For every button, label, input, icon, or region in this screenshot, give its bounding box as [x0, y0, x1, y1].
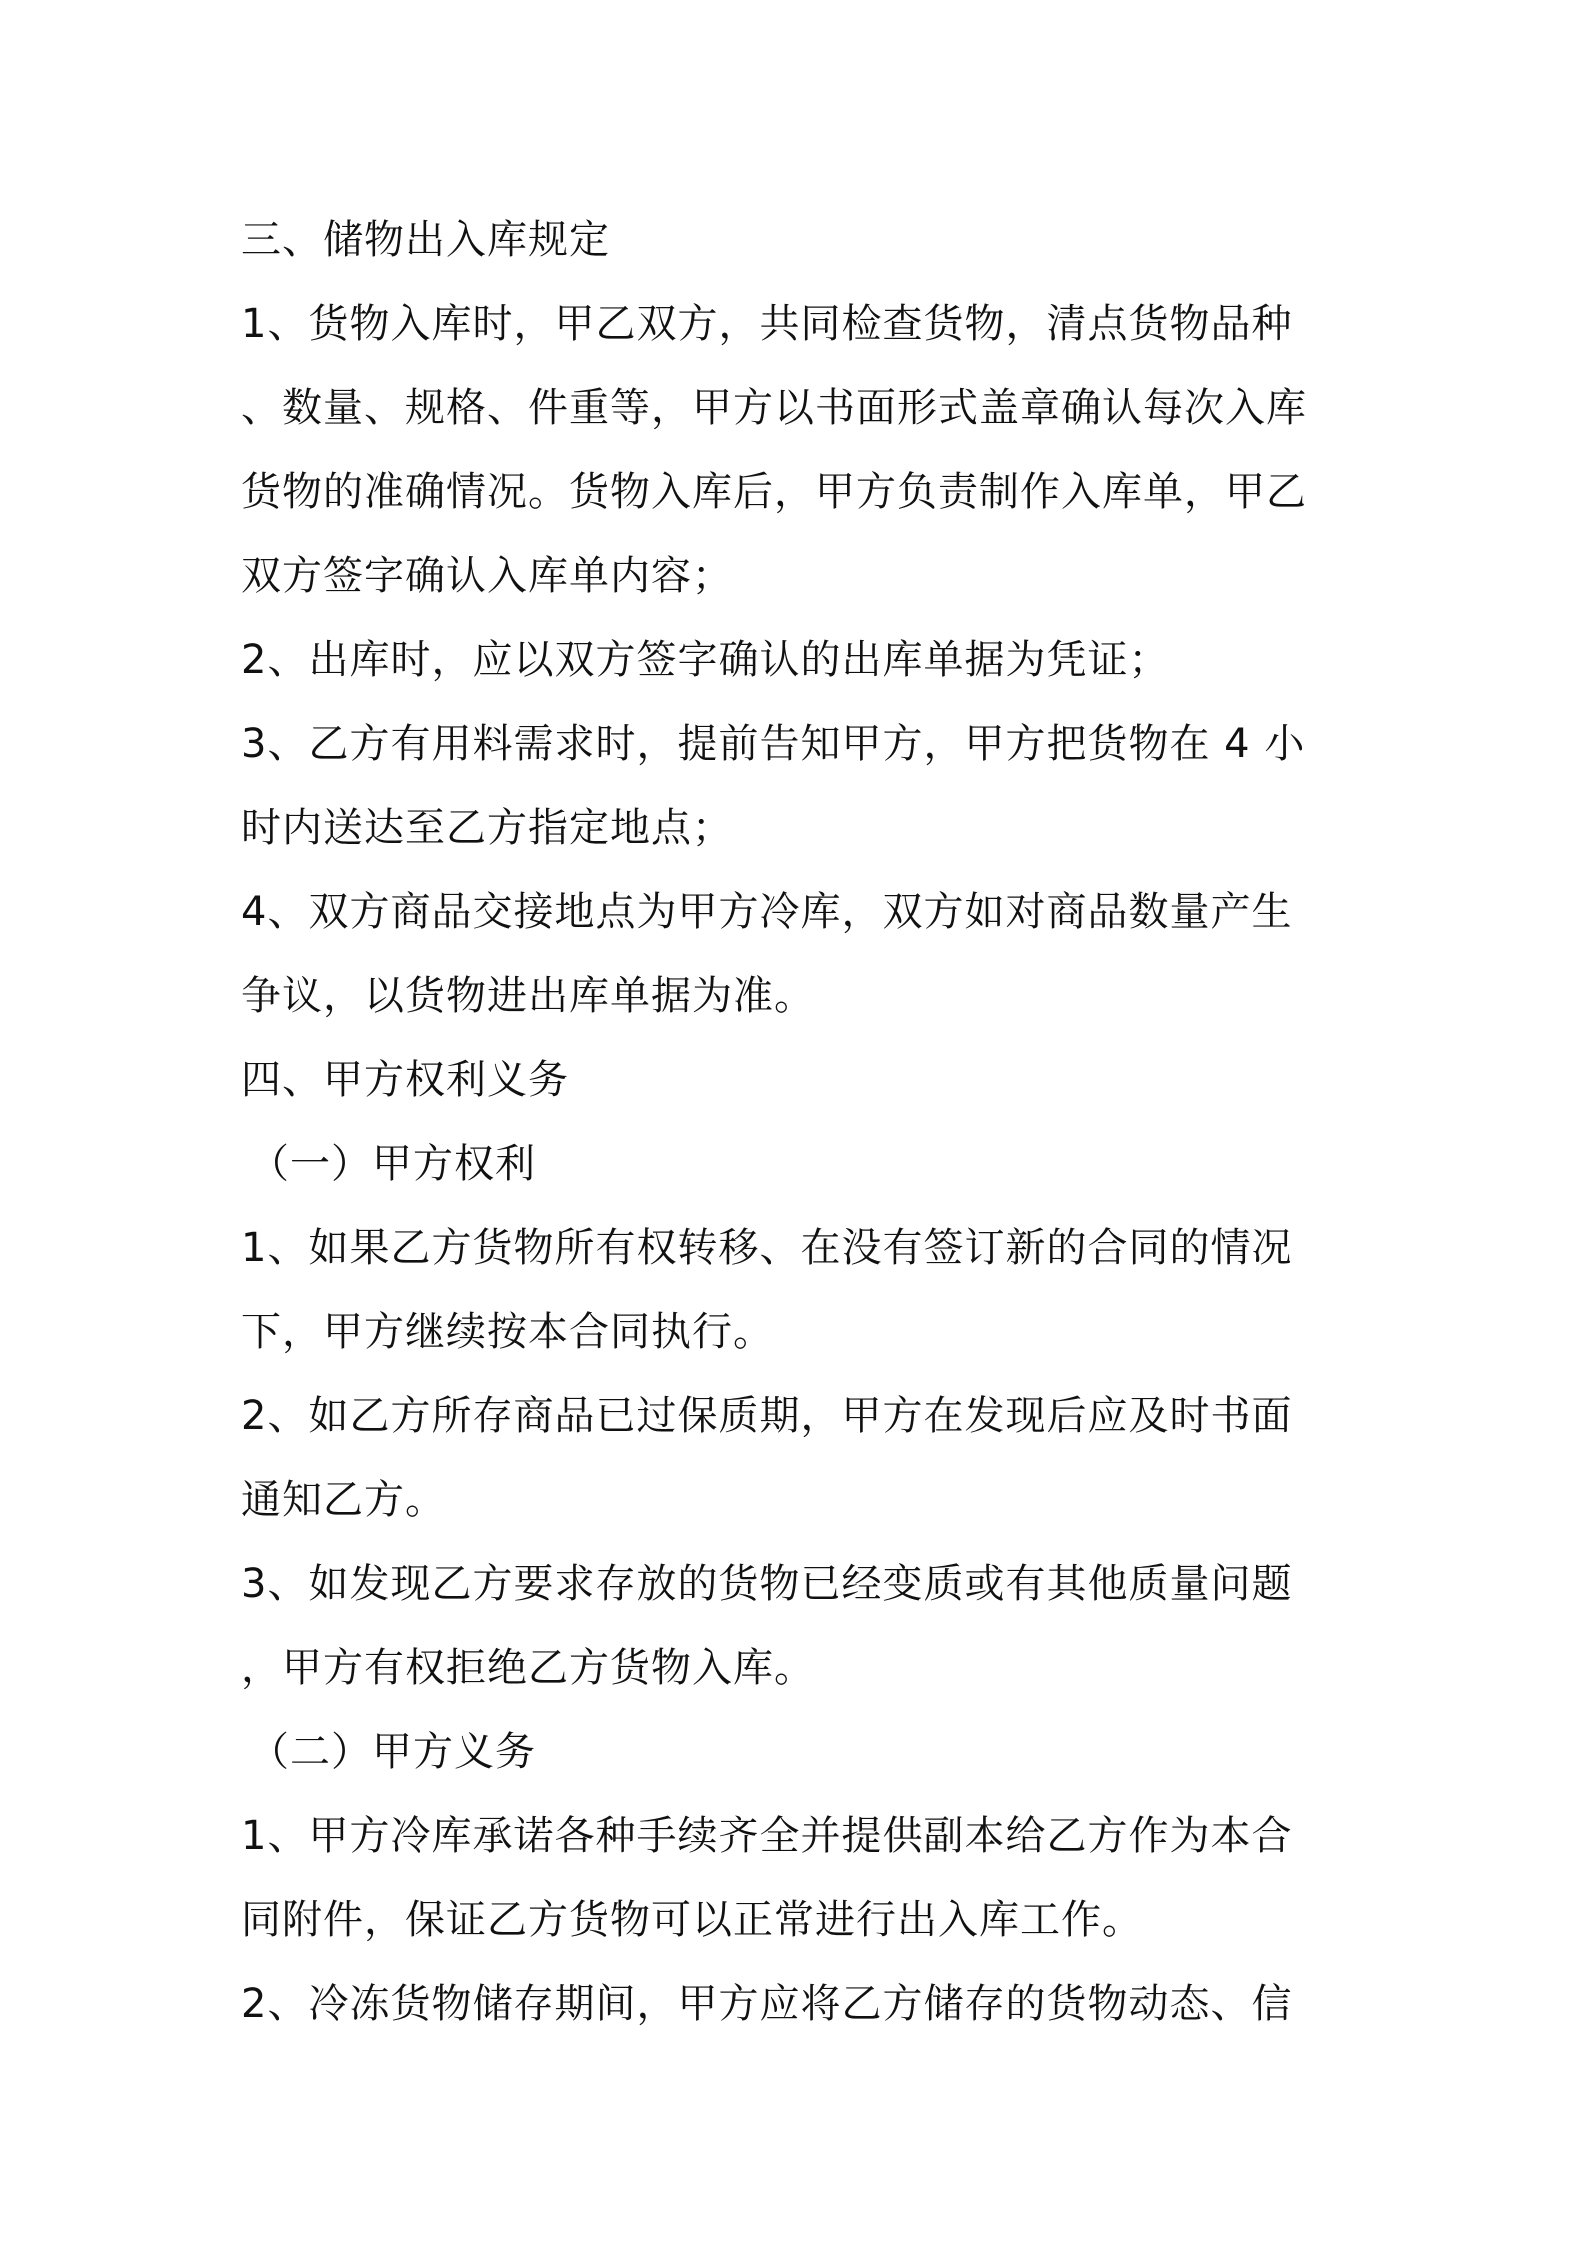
paragraph-line: 3、如发现乙方要求存放的货物已经变质或有其他质量问题	[241, 1561, 1293, 1607]
subsection-heading-rights: （一）甲方权利	[249, 1141, 536, 1187]
paragraph-line: 通知乙方。	[241, 1477, 446, 1523]
section-heading-3: 三、储物出入库规定	[241, 217, 610, 263]
paragraph-line: 2、如乙方所存商品已过保质期，甲方在发现后应及时书面	[241, 1393, 1293, 1439]
paragraph-line: 时内送达至乙方指定地点；	[241, 805, 733, 851]
document-body	[241, 198, 1361, 2046]
paragraph-line: 1、甲方冷库承诺各种手续齐全并提供副本给乙方作为本合	[241, 1813, 1293, 1859]
paragraph-line: 4、双方商品交接地点为甲方冷库，双方如对商品数量产生	[241, 889, 1293, 935]
paragraph-line: 同附件，保证乙方货物可以正常进行出入库工作。	[241, 1897, 1143, 1943]
paragraph-line: 2、出库时，应以双方签字确认的出库单据为凭证；	[241, 637, 1170, 683]
paragraph-line: 货物的准确情况。货物入库后，甲方负责制作入库单，甲乙	[241, 469, 1307, 515]
section-heading-4: 四、甲方权利义务	[241, 1057, 569, 1103]
paragraph-line: 2、冷冻货物储存期间，甲方应将乙方储存的货物动态、信	[241, 1981, 1293, 2027]
paragraph-line: 1、货物入库时，甲乙双方，共同检查货物，清点货物品种	[241, 301, 1293, 347]
paragraph-line: ，甲方有权拒绝乙方货物入库。	[241, 1645, 815, 1691]
subsection-heading-obligations: （二）甲方义务	[249, 1729, 536, 1775]
paragraph-line: 争议，以货物进出库单据为准。	[241, 973, 815, 1019]
paragraph-line: 下，甲方继续按本合同执行。	[241, 1309, 774, 1355]
paragraph-line: 双方签字确认入库单内容；	[241, 553, 733, 599]
paragraph-line: 、数量、规格、件重等，甲方以书面形式盖章确认每次入库	[241, 385, 1307, 431]
paragraph-line: 3、乙方有用料需求时，提前告知甲方，甲方把货物在 4 小	[241, 721, 1306, 767]
paragraph-line: 1、如果乙方货物所有权转移、在没有签订新的合同的情况	[241, 1225, 1293, 1271]
